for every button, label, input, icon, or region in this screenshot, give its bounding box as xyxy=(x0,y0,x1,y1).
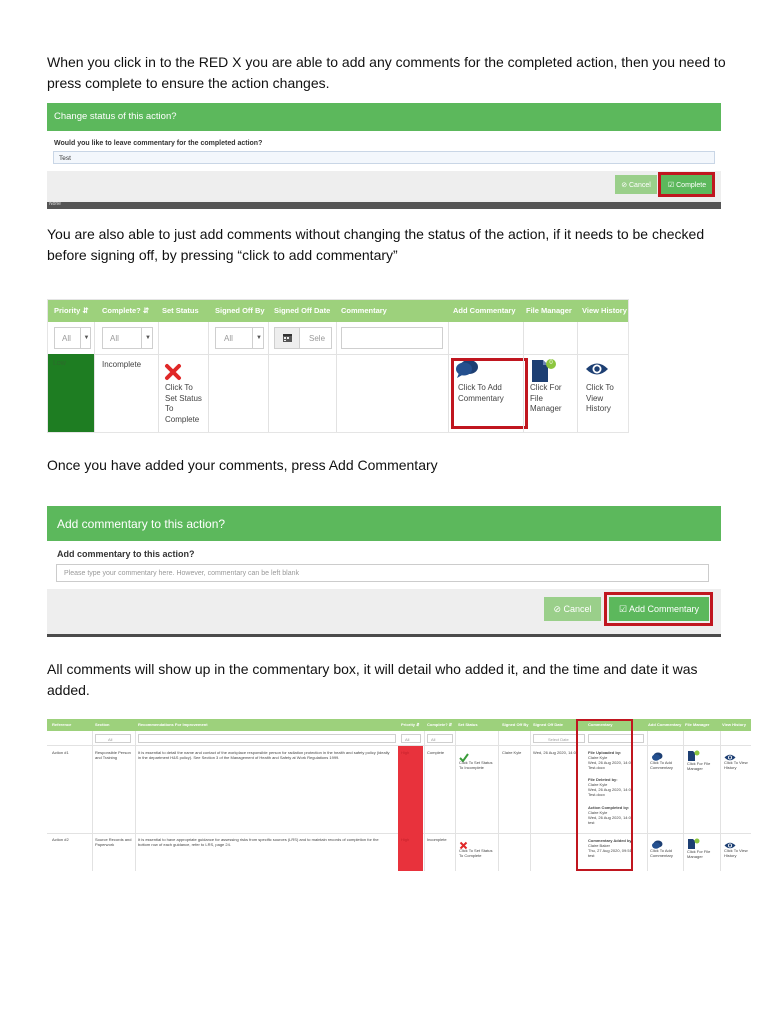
priority-filter-select[interactable]: All ▼ xyxy=(54,327,91,349)
header-priority[interactable]: Priority ⇵ xyxy=(54,306,89,315)
red-x-icon[interactable] xyxy=(164,363,182,381)
complete-filter[interactable]: All xyxy=(427,734,453,743)
priority-high-cell: High xyxy=(398,833,423,871)
comments-icon[interactable] xyxy=(651,749,663,759)
file-icon[interactable] xyxy=(687,748,701,759)
modal-body xyxy=(47,541,721,589)
commentary-cell: Commentary Added by: Claire Baker Thu, 27 Aug 2020, 09:51 test xyxy=(588,838,633,858)
highlight-box xyxy=(451,358,528,429)
eye-icon[interactable] xyxy=(724,837,736,846)
priority-filter[interactable]: All xyxy=(401,734,421,743)
table-header-row xyxy=(48,300,629,322)
priority-high-cell: High xyxy=(398,746,423,833)
modal-header xyxy=(47,506,721,541)
header-view-history: View History xyxy=(582,306,627,315)
chevron-down-icon: ▼ xyxy=(252,328,265,348)
instruction-paragraph-3: Once you have added your comments, press Add Commentary xyxy=(47,457,438,473)
signed-date-filter[interactable]: Sele xyxy=(274,327,332,349)
check-icon[interactable] xyxy=(459,749,469,758)
section-filter[interactable]: All xyxy=(95,734,131,743)
view-history-link[interactable]: Click To View History xyxy=(586,383,614,413)
commentary-input[interactable]: Please type your commentary here. However, commentary can be left blank xyxy=(56,564,709,582)
modal-body xyxy=(47,131,721,171)
corner-text: None xyxy=(49,201,61,207)
eye-icon[interactable] xyxy=(585,360,609,378)
eye-icon[interactable] xyxy=(724,749,736,758)
file-manager-link[interactable]: Click For File Manager xyxy=(530,383,562,413)
header-complete[interactable]: Complete? ⇵ xyxy=(102,306,150,315)
add-commentary-link[interactable]: Click To Add Commentary xyxy=(458,383,504,403)
date-filter[interactable]: Select Date xyxy=(533,734,585,743)
commentary-label: Add commentary to this action? xyxy=(57,549,195,559)
chevron-down-icon: ▼ xyxy=(80,328,92,348)
add-commentary-modal-screenshot xyxy=(47,506,721,637)
table-header-row: Reference Section Recommendations For Improvement Priority ⇵ Complete? ⇵ Set Status Signed Off By Signed Off Date Commentary Add Commentary File Manager View History xyxy=(47,719,751,731)
table-row: Action #1 Responsible Person and Training It is essential to detail the name and contact of the workplace responsible person for radiation protection in the health and safety policy (ideally in the department H&S policy). See Section 3 of the Management of Health and Safety at Work Regulations 1999. High Complete Click To Set Status To Incomplete Claire Kyle Wed, 26 Aug 2020, 14:04 File Uploaded by: Claire Kyle Wed, 26 Aug 2020, 14:02 Test.docx File Deleted by: Claire Kyle Wed, 26 Aug 2020, 14:03 Test.docx Action Completed by: Claire Kyle Wed, 26 Aug 2020, 14:04 test Click To Add Commentary Click For File Manager Click To View History xyxy=(47,746,751,834)
modal-header xyxy=(47,103,721,131)
set-status-link[interactable]: Click To Set Status To Complete xyxy=(165,383,202,424)
file-icon[interactable] xyxy=(687,836,701,847)
cancel-button[interactable]: ⊘ Cancel xyxy=(544,597,601,621)
header-commentary: Commentary xyxy=(341,306,387,315)
filter-row xyxy=(48,322,629,355)
highlight-box xyxy=(604,592,713,626)
commentary-filter-input[interactable] xyxy=(341,327,443,349)
modal-footer xyxy=(47,589,721,634)
table-row: Action #2 Source Records and Paperwork It is essential to have appropriate guidance for assessing risks from specific sources (LRS) and to maintain records of completion for the bottom row of each guidance, refer to LRS, page 24. High Incomplete Click To Set Status To Complete Commentary Added by: Claire Baker Thu, 27 Aug 2020, 09:51 test Click To Add Commentary Click For File Manager Click To View History xyxy=(47,834,751,871)
modal-title: Add commentary to this action? xyxy=(57,517,226,531)
modal-footer xyxy=(47,171,721,202)
header-file-manager: File Manager xyxy=(526,306,572,315)
header-add-commentary: Add Commentary xyxy=(453,306,516,315)
actions-table-screenshot xyxy=(47,299,629,433)
commentary-input[interactable]: Test xyxy=(53,151,715,164)
filter-row xyxy=(47,731,751,746)
chevron-down-icon: ▼ xyxy=(141,328,154,348)
highlight-box xyxy=(658,172,715,197)
calendar-icon xyxy=(275,328,300,348)
modal-shadow-strip xyxy=(47,202,721,209)
instruction-paragraph-2: You are also able to just add comments without changing the status of the action, if it needs to be checked before signing off, by pressing “click to add commentary” xyxy=(47,226,705,263)
complete-status-text: Incomplete xyxy=(102,360,142,369)
instruction-paragraph-1: When you click in to the RED X you are able to add any comments for the completed action, then you need to press complete to ensure the action changes. xyxy=(47,54,726,91)
priority-cell: Low xyxy=(48,354,94,432)
full-actions-table-screenshot xyxy=(47,719,751,871)
complete-button[interactable]: ☑ Complete xyxy=(661,175,713,194)
modal-title: Change status of this action? xyxy=(54,111,177,122)
commentary-cell: File Uploaded by: Claire Kyle Wed, 26 Aug 2020, 14:02 Test.docx File Deleted by: Claire Kyle Wed, 26 Aug 2020, 14:03 Test.docx Action Completed by: Claire Kyle Wed, 26 Aug 2020, 14:04 test xyxy=(588,750,634,825)
signed-by-filter-select[interactable]: All ▼ xyxy=(215,327,264,349)
change-status-modal-screenshot xyxy=(47,103,721,209)
header-signed-off-by: Signed Off By xyxy=(215,306,265,315)
comments-icon[interactable] xyxy=(651,837,663,847)
red-x-icon[interactable] xyxy=(459,837,468,846)
complete-filter-select[interactable]: All ▼ xyxy=(102,327,153,349)
highlight-box xyxy=(576,719,633,871)
add-commentary-button[interactable]: ☑ Add Commentary xyxy=(609,597,709,621)
recommendation-filter[interactable] xyxy=(138,734,396,743)
instruction-paragraph-4: All comments will show up in the commentary box, it will detail who added it, and the time and date it was added. xyxy=(47,661,698,698)
commentary-question: Would you like to leave commentary for the completed action? xyxy=(54,140,263,147)
cancel-button[interactable]: ⊘ Cancel xyxy=(615,175,657,194)
file-icon[interactable]: 0 xyxy=(530,358,558,382)
header-set-status: Set Status xyxy=(162,306,199,315)
header-signed-off-date: Signed Off Date xyxy=(274,306,331,315)
